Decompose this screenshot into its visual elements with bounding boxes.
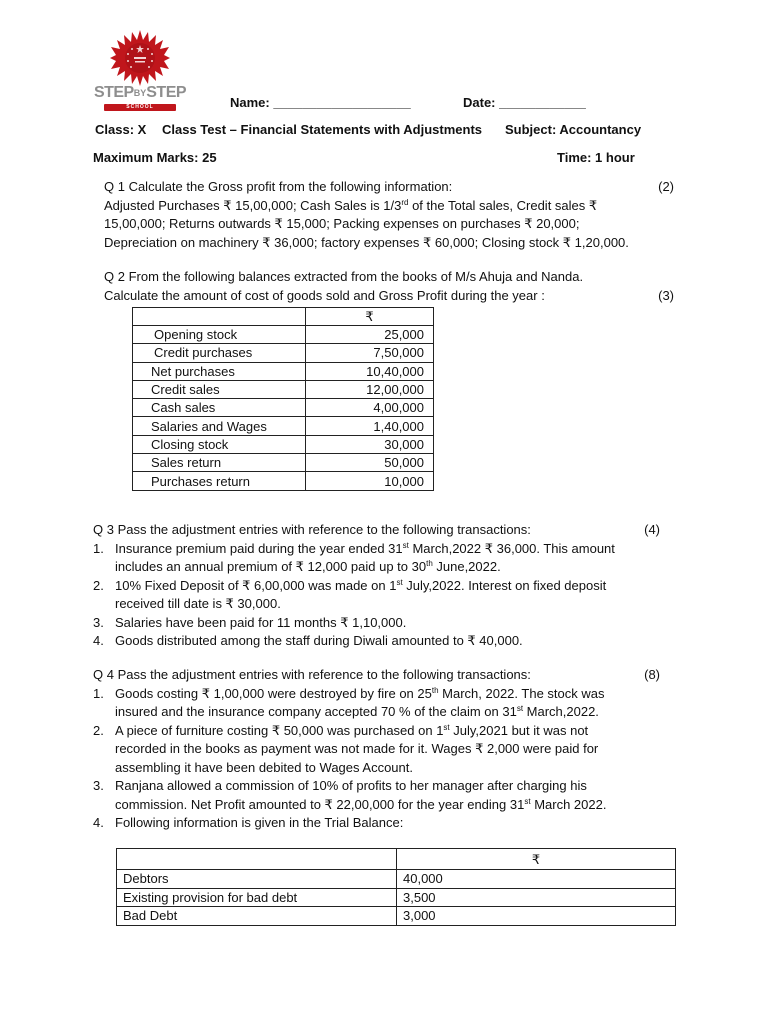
maximum-marks: Maximum Marks: 25 xyxy=(93,150,217,165)
date-field: Date: ____________ xyxy=(463,95,586,110)
list-item: 1. Insurance premium paid during the year ended 31st March,2022 ₹ 36,000. This amount includes an annual premium of ₹ 12,000 paid up to 30th June,2022. xyxy=(93,540,615,574)
rupee-column-header: ₹ xyxy=(306,308,434,326)
q1-title: Q 1 Calculate the Gross profit from the following information: xyxy=(104,179,453,194)
q3-list xyxy=(93,540,660,651)
table-row: Cash sales 4,00,000 xyxy=(133,399,434,417)
table-row: Existing provision for bad debt 3,500 xyxy=(117,888,676,907)
school-logo xyxy=(92,30,188,114)
subject-label: Subject: Accountancy xyxy=(505,122,642,137)
question-4 xyxy=(93,666,660,833)
list-item: 3. Salaries have been paid for 11 months ₹ 1,10,000. xyxy=(93,614,407,630)
q4-marks: (8) xyxy=(644,667,660,682)
table-row: Closing stock 30,000 xyxy=(133,435,434,453)
q2-line-2: Calculate the amount of cost of goods sold and Gross Profit during the year : xyxy=(104,287,545,303)
q1-line-3: Depreciation on machinery ₹ 36,000; factory expenses ₹ 60,000; Closing stock ₹ 1,20,000. xyxy=(104,234,629,250)
table-row: Net purchases 10,40,000 xyxy=(133,362,434,380)
rupee-column-header: ₹ xyxy=(397,849,676,870)
table-row: Salaries and Wages 1,40,000 xyxy=(133,417,434,435)
list-item: 4. Following information is given in the Trial Balance: xyxy=(93,815,404,830)
list-item: 3. Ranjana allowed a commission of 10% of profits to her manager after charging his commission. Net Profit amounted to ₹ 22,00,000 for the year ending 31st March 2022. xyxy=(93,778,607,812)
table-row: Credit purchases 7,50,000 xyxy=(133,344,434,362)
q4-list xyxy=(93,685,660,833)
time-limit: Time: 1 hour xyxy=(557,150,635,165)
list-item: 2. 10% Fixed Deposit of ₹ 6,00,000 was made on 1st July,2022. Interest on fixed deposit received till date is ₹ 30,000. xyxy=(93,577,607,611)
sunburst-star-icon xyxy=(110,30,170,86)
q4-title: Q 4 Pass the adjustment entries with reference to the following transactions: xyxy=(93,667,531,682)
q2-marks: (3) xyxy=(658,287,674,303)
list-item: 2. A piece of furniture costing ₹ 50,000 was purchased on 1st July,2021 but it was not recorded in the books as payment was not made for it. Wages ₹ 2,000 were paid for assembling it have been debited to Wages Account. xyxy=(93,722,599,775)
q3-marks: (4) xyxy=(644,522,660,537)
list-item: 1. Goods costing ₹ 1,00,000 were destroyed by fire on 25th March, 2022. The stock was insured and the insurance company accepted 70 % of the claim on 31st March,2022. xyxy=(93,685,605,719)
name-field: Name: ___________________ xyxy=(230,95,411,110)
question-2 xyxy=(104,268,674,305)
table-header-row xyxy=(117,849,676,870)
logo-wordmark: STEPBYSTEP xyxy=(93,84,187,101)
table-header-row xyxy=(133,308,434,326)
table-row: Opening stock 25,000 xyxy=(133,326,434,344)
q1-line-1: Adjusted Purchases ₹ 15,00,000; Cash Sales is 1/3rd of the Total sales, Credit sales ₹ xyxy=(104,197,598,213)
table-row: Sales return 50,000 xyxy=(133,454,434,472)
question-3 xyxy=(93,521,660,651)
question-1 xyxy=(104,178,674,252)
q2-balances-table xyxy=(132,307,434,491)
q2-line-1: Q 2 From the following balances extracted from the books of M/s Ahuja and Nanda. xyxy=(104,269,584,284)
table-row: Purchases return 10,000 xyxy=(133,472,434,490)
list-item: 4. Goods distributed among the staff during Diwali amounted to ₹ 40,000. xyxy=(93,633,523,648)
logo-subtitle: SCHOOL xyxy=(104,104,176,111)
table-row: Credit sales 12,00,000 xyxy=(133,380,434,398)
trial-balance-table xyxy=(116,848,676,926)
table-row: Debtors 40,000 xyxy=(117,870,676,889)
q1-line-2: 15,00,000; Returns outwards ₹ 15,000; Packing expenses on purchases ₹ 20,000; xyxy=(104,216,580,231)
q1-marks: (2) xyxy=(658,179,674,194)
test-title: Class Test – Financial Statements with Adjustments xyxy=(162,122,483,137)
q3-title: Q 3 Pass the adjustment entries with reference to the following transactions: xyxy=(93,522,531,537)
class-label: Class: X xyxy=(95,122,147,137)
table-row: Bad Debt 3,000 xyxy=(117,907,676,926)
